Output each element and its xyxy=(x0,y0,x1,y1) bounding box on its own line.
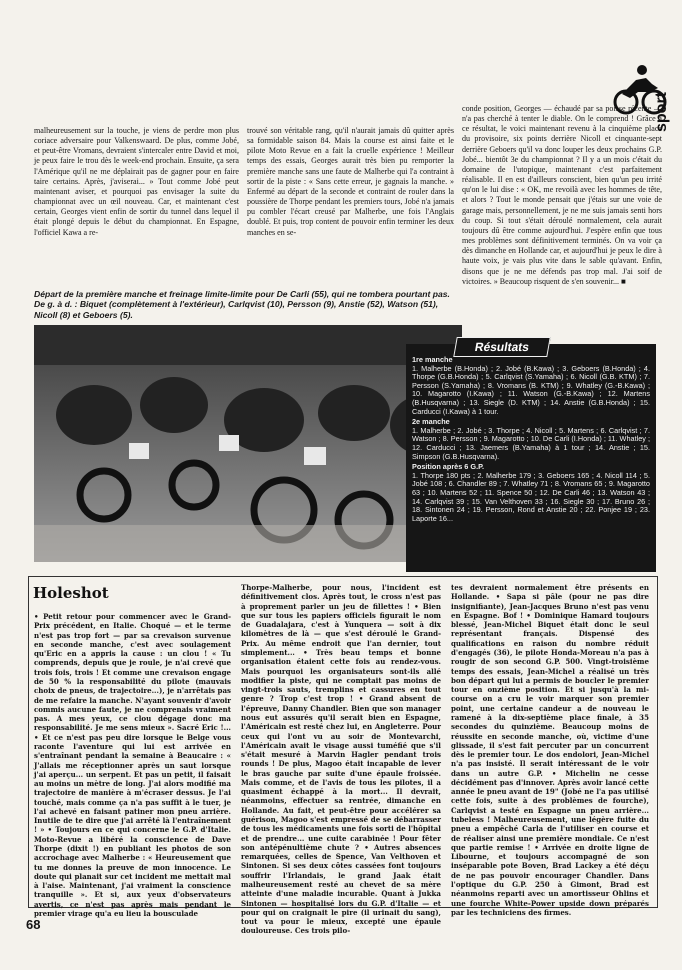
photo-caption: Départ de la première manche et freinage limite-limite pour De Carli (55), qui ne tombera pourtant pas. De g. à d. : Biquet (complètement à l'extérieur), Carlqvist (10), Persson (9), Anstie (52), Watson (51), Nicoll (8) et Geboers (5). xyxy=(34,289,450,320)
race-start-photo xyxy=(34,325,462,562)
article-column-2-text: trouvé son véritable rang, qu'il n'aurait jamais dû quitter après sa formidable saison 84. Mais la course est ainsi faite et le pilote Moto Revue en a fait la cruelle expérience ! Meilleur temps des essais, Georges aurait très bien pu remporter la première manche sans une faute de Malherbe qui l'a contraint à sortir de la piste : « Sans cette erreur, je gagnais la manche. » Enfermé au départ de la seconde et contraint de rouler dans la poussière de Thorpe pendant les premiers tours, Jobé n'a jamais pu combler l'écart creusé par Malherbe, une fois l'Anglais doublé. Et puis, trop content de pouvoir enfin terminer les deux manches en se- xyxy=(247,126,454,237)
holeshot-column-3-text: tes devraient normalement être présents en Hollande. • Sapa si pâle (pour ne pas dire insignifiante), Jean-Jacques Bruno n'est pas venu en Espagne. Bof ! • Dominique Hamard toujours blessé, Jean-Michel Biquet était donc le seul représentant français. Dispensé des qualifications en raison du nombre réduit d'engagés (36), le pilote Honda-Moreau n'a pas à rougir de son second G.P. 500. Vingt-troisième temps des essais, Jean-Michel a réalisé un très bon départ qui lui a permis de boucler le premier tour en onzième position. Et si jusqu'à la mi-course on a cru le voir marquer son premier point, une certaine candeur a de nouveau le ramené à la dix-septième place finale, à 35 secondes du quinzième. Beaucoup moins de réussite en seconde manche, où, victime d'une glissade, il s'est fait percuter par un concurrent dès le premier tour. Le dos endolori, Jean-Michel n'a pas insisté. Il serait intéressant de le voir dans un autre G.P. • Michelin ne cesse décidément pas d'innover. Après avoir lancé cette année le pneu avant de 19" (Jobé ne l'a pas utilisé cette fois, suite à des problèmes de fourche), Carlqvist a testé en Espagne un pneu arrière... tubeless ! Malheureusement, une légère fuite du pneu a empêché Carla de l'utiliser en course et de réaliser ainsi une première mondiale. Ce n'est que partie remise ! • Arrivée en droite ligne de Libourne, et toujours accompagné de son inséparable pote Boven, Brad Lackey a été déçu de ne pas pouvoir encourager Chandler. Dans l'optique du G.P. 250 à Gimont, Brad est néanmoins reparti avec un amortisseur Ohlins et une fourche White-Power upside down préparés par les techniciens des firmes. xyxy=(451,583,649,917)
holeshot-column-1 xyxy=(34,612,231,918)
results-title: Résultats xyxy=(453,337,551,357)
holeshot-column-2-text: Thorpe-Malherbe, pour nous, l'incident est définitivement clos. Après tout, le cross n'est pas à proprement parler un jeu de fillettes ! • Bien que sur tous les papiers officiels figurait le nom de Guadalajara, c'est à Yunquera — soit à dix kilomètres de là — que s'est déroulé le Grand-Prix. Au même endroit que l'an dernier, tout simplement... • Très beau temps et bonne organisation étaient cette fois au rendez-vous. Mais pourquoi les organisateurs sont-ils allé modifier la piste, qui ne comptait pas moins de vingt-trois sauts, tremplins et cassures en tout genre ? Trop c'est trop ! • Grand absent de l'épreuve, Danny Chandler. Bien que son manager nous eut assurés qu'il serait bien en Espagne, l'Américain est resté chez lui, en Angleterre. Pour ceux qui l'ont vu au soir de Montevarchi, l'Américain avait le visage aussi tuméfié que s'il s'était mesuré à Marvin Hagler pendant trois rounds ! De plus, Magoo était incapable de lever le bras gauche par suite d'une épaule froissée. Mais comme, et de l'avis de tous les pilotes, il a quasiment échappé à la mort... Il devrait, néanmoins, effectuer sa rentrée, dimanche en Hollande. Au fait, et peut-être pour accélérer sa guérison, Magoo s'est empressé de se débarrasser de tous les médicaments une fois sorti de l'hôpital et de prendre... une cuite carabinée ! Pour fêter son antépénultième chute ? • Autres absences remarquées, celles de Spence, Van Velthoven et Sintonen. Si ses deux côtes cassées font toujours souffrir l'Irlandais, le grand Jaak était malheureusement resté au chevet de sa mère atteinte d'une maladie incurable. Quant à Jukka Sintonen — hospitalisé lors du G.P. d'Italie — et pour qui on craignait le pire (il urinait du sang), tout va pour le mieux, excepté une épaule douloureuse. Ces trois pilo- xyxy=(241,583,441,936)
holeshot-column-3 xyxy=(451,583,649,917)
results-text-3: 1. Thorpe 180 pts ; 2. Malherbe 179 ; 3. Geboers 165 ; 4. Nicoll 114 ; 5. Jobé 108 ; 6. Chandler 89 ; 7. Whatley 71 ; 8. Vromans 65 ; 9. Magarotto 63 ; 10. Martens 52 ; 11. Spence 50 ; 12. De Carli 46 ; 13. Watson 43 ; 14. Carlqvist 39 ; 15. Van Velthoven 33 ; 16. Siegle 30 ; 17. Bruno 26 ; 18. Sintonen 24 ; 19. Persson, Rond et Anstie 20 ; 22. Ponjee 19 ; 23. Laporte 16... xyxy=(412,470,650,523)
results-text-2: 1. Malherbe ; 2. Jobé ; 3. Thorpe ; 4. Nicoll ; 5. Martens ; 6. Carlqvist ; 7. Watson ; 8. Persson ; 9. Magarotto ; 10. De Carli (I.Honda) ; 11. Whatley ; 12. Carducci ; 13. Jaemers (B.Yamaha) à 1 tour ; 14. Anstie ; 15. Simpson (G.B.Husqvarna). xyxy=(412,425,650,461)
holeshot-column-1-text: • Petit retour pour commencer avec le Grand-Prix précédent, en Italie. Choqué — et le terme n'est pas trop fort — par sa crevaison survenue en seconde manche, c'est avec soulagement qu'Eric en a appris la cause : un clou ! « Tu comprends, depuis que je roule, je n'ai crevé que trois fois, trois ! Et comme une crevaison engage de 50 % la responsabilité du pilote (mauvais choix de pneus, de trajectoire...), je n'arrêtais pas de me refaire la manche. N'ayant souvenir d'avoir commis aucune faute, je ne comprenais vraiment pas. A mes yeux, ce clou dégage donc ma responsabilité. Je me sens mieux ». Sacré Eric !... • Et ce n'est pas peu dire lorsque le Belge vous raconte l'aventure qui lui est arrivée en s'entraînant pendant la semaine à Beaucaire : « J'allais me réceptionner après un saut lorsque j'ai aperçu... un serpent. Et pas un petit, il faisait au moins un mètre de long. J'ai alors modifié ma trajectoire de manière à m'écraser dessus. Je l'ai touché, mais comme ça n'a pas suffit à le tuer, je l'ai achevé en faisant patiner mon pneu arrière. Inutile de te dire que j'ai arrêté là l'entraînement ! » • Toujours en ce qui concerne le G.P. d'Italie. Moto-Revue a libéré la conscience de Dave Thorpe (dixit !) en publiant les photos de son accrochage avec Malherbe : « Heureusement que tu me donnes la preuve de mon innocence. Le doute qui planait sur cet incident me mettait mal à l'aise. Maintenant, j'ai vraiment la conscience tranquille ». Et si, aux yeux d'observateurs avertis, ce n'est pas après mais pendant le premier virage qu'a eu lieu la bousculade xyxy=(34,612,231,918)
article-column-3-text: conde position, Georges — échaudé par sa poisse récente — n'a pas cherché à tenter le diable. On le comprend ! Grâce à ce résultat, le voici maintenant revenu à la cinquième place du provisoire, six points derrière Nicoll et cinquante-sept derrière Geboers qu'il va donc louper les deux prochains G.P. Jobé... bientôt 3e du championnat ? Il y a un mois c'était du domaine de l'utopique, maintenant c'est parfaitement réalisable. Il en est d'ailleurs conscient, bien qu'un peu irrité qu'on le lui dise : « OK, me revoilà avec les hommes de tête, et alors ? Tout le monde pensait que j'étais sur une voie de garage mais, personnellement, je ne me suis jamais senti hors du coup. Si tout s'était déroulé normalement, cela aurait toujours dû être comme aujourd'hui. J'espère enfin que tous mes problèmes sont définitivement terminés. On va voir ça dès dimanche en Hollande car, et aujourd'hui je peux le dire à haute voix, je vais plus vite dans le sable qu'avant. Enfin, disons que je ne me défends pas trop mal. J'ai soif de victoires. » Beaucoup risquent de s'en souvenir... ■ xyxy=(462,104,662,286)
results-text-1: 1. Malherbe (B.Honda) ; 2. Jobé (B.Kawa) ; 3. Geboers (B.Honda) ; 4. Thorpe (G.B.Honda) ; 5. Carlqvist (S.Yamaha) ; 6. Nicoll (G.B. KTM) ; 7. Persson (S.Yamaha) ; 8. Vromans (B. KTM) ; 9. Whatley (G.-B.Kawa) ; 10. Magarotto (I.Kawa) ; 11. Watson (G.-B.Kawa) ; 12. Martens (B.Husqvarna) ; 13. Siegle (D. KTM) ; 14. Anstie (G.B.Honda) ; 15. Carducci (I.Kawa) à 1 tour. xyxy=(412,363,650,416)
logo-label: sport xyxy=(653,92,670,132)
results-heading-1: 1re manche xyxy=(412,355,453,364)
results-heading-3: Position après 6 G.P. xyxy=(412,462,485,472)
holeshot-title: Holeshot xyxy=(33,584,109,602)
results-heading-2: 2e manche xyxy=(412,417,450,427)
article-column-1-text: malheureusement sur la touche, je viens de perdre mon plus coriace adversaire pour Valkenswaard. De plus, comme Jobé, et peut-être Vromans, devraient s'intercaler entre David et moi, je peux faire le trou dès le week-end prochain. Ensuite, ça sera l'Amérique qu'il ne me déplairait pas de gagner pour en faire taire certains. Après, j'aviserai... » Tout comme Jobé peut maintenant aviser, et pourquoi pas envisager la suite du championnat avec un œil nouveau. Car, et maintenant c'est certain, Georges vient enfin de sortir du tunnel dans lequel il était plongé depuis le début du championnat. En Espagne, l'officiel Kawa a re- xyxy=(34,126,239,237)
page-number: 68 xyxy=(26,917,41,932)
article-column-2 xyxy=(247,126,454,272)
holeshot-column-2 xyxy=(241,583,441,936)
results-box xyxy=(406,344,656,572)
article-column-1 xyxy=(34,126,239,254)
article-column-3 xyxy=(462,104,662,351)
